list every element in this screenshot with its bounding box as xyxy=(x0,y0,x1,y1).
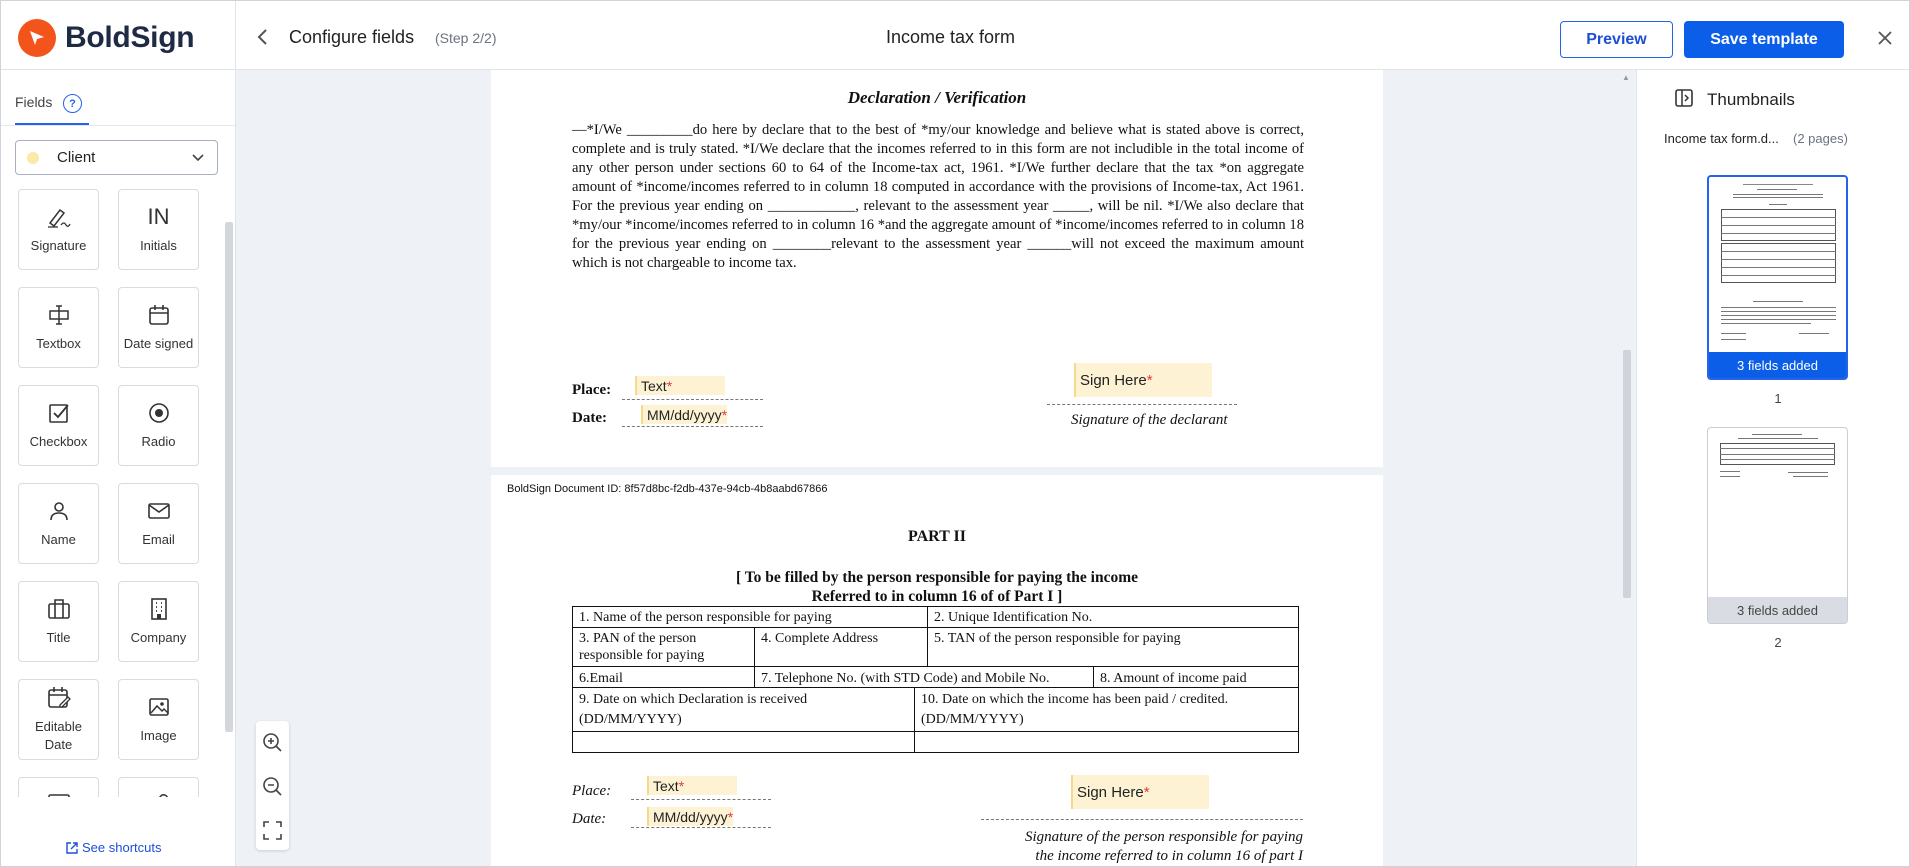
page-title: Configure fields xyxy=(289,27,415,47)
date-field[interactable]: MM/dd/yyyy * xyxy=(641,405,727,424)
place-label: Place: xyxy=(572,783,612,799)
mini-text xyxy=(1743,184,1813,185)
initials-icon: IN xyxy=(147,204,170,229)
place-line xyxy=(631,799,771,800)
zoom-out-icon[interactable] xyxy=(262,776,283,797)
mini-text xyxy=(1721,311,1836,312)
part-subtitle-line-1: [ To be filled by the person responsible for paying the income xyxy=(735,569,1139,586)
radio-icon xyxy=(148,402,170,424)
signature-caption-line-1: Signature of the person responsible for paying xyxy=(1024,829,1303,845)
mini-text xyxy=(1720,454,1835,455)
document-viewer[interactable] xyxy=(236,70,1636,867)
external-link-icon xyxy=(65,841,79,855)
table-cell: 6.Email xyxy=(579,671,623,686)
textbox-icon xyxy=(47,303,71,327)
signature-caption-line-2: the income referred to in column 16 of part I xyxy=(1035,848,1303,864)
building-icon xyxy=(149,597,169,621)
mini-text xyxy=(1720,471,1740,472)
date-label: Date: xyxy=(572,410,607,426)
field-label: Initials xyxy=(140,238,177,253)
field-label: Textbox xyxy=(36,336,81,351)
scroll-up-icon[interactable]: ▲ xyxy=(1622,73,1630,82)
mini-text xyxy=(1752,434,1802,435)
file-name: Income tax form.d... xyxy=(1664,131,1779,146)
boldsign-logo xyxy=(18,19,194,57)
field-textbox[interactable] xyxy=(18,287,99,368)
table-cell: 5. TAN of the person responsible for paying xyxy=(934,631,1181,646)
boldsign-logo-icon xyxy=(18,19,56,57)
sign-here-label: Sign Here xyxy=(1077,783,1144,801)
checkbox-icon xyxy=(48,402,70,424)
declaration-heading: Declaration / Verification xyxy=(847,88,1027,107)
field-label: Editable Date xyxy=(35,719,82,752)
thumbnails-panel xyxy=(1636,70,1910,867)
field-signature[interactable] xyxy=(18,189,99,270)
mini-text xyxy=(1720,448,1835,449)
zoom-in-icon[interactable] xyxy=(262,732,283,753)
calendar-icon xyxy=(148,304,170,326)
mini-text xyxy=(1721,333,1746,334)
table-cell: 3. PAN of the person responsible for paying xyxy=(579,631,705,663)
mini-text xyxy=(1721,275,1836,276)
mini-text xyxy=(1799,333,1829,334)
preview-button[interactable]: Preview xyxy=(1560,21,1673,58)
page-thumbnail-1[interactable] xyxy=(1707,175,1848,380)
field-attachment[interactable] xyxy=(118,777,199,797)
header-divider xyxy=(235,1,236,70)
mini-text xyxy=(1721,233,1836,234)
table-cell: 7. Telephone No. (with STD Code) and Mobile No. xyxy=(761,671,1050,686)
date-field-label: MM/dd/yyyy xyxy=(647,406,722,423)
mini-text xyxy=(1738,438,1818,439)
table-cell: 1. Name of the person responsible for paying xyxy=(579,610,832,625)
see-shortcuts-label: See shortcuts xyxy=(82,840,162,855)
place-label: Place: xyxy=(572,382,612,398)
page-number: 2 xyxy=(1774,635,1782,650)
field-label: Radio xyxy=(141,434,176,449)
mini-text xyxy=(1720,459,1835,460)
field-email[interactable] xyxy=(118,483,199,564)
tab-fields[interactable]: Fields xyxy=(15,94,53,110)
mini-text xyxy=(1769,204,1787,205)
document-page-2 xyxy=(491,475,1383,867)
recipient-select[interactable] xyxy=(15,140,218,175)
table-cell: 8. Amount of income paid xyxy=(1100,671,1247,686)
field-initials[interactable] xyxy=(118,189,199,270)
mini-text xyxy=(1721,339,1746,340)
text-field-label: Text xyxy=(653,777,679,794)
field-name[interactable] xyxy=(18,483,99,564)
table-cell: 9. Date on which Declaration is received (DD/MM/YYYY) xyxy=(579,692,808,727)
table-cell: 4. Complete Address xyxy=(761,631,879,646)
editable-date-icon xyxy=(47,686,71,710)
part-subtitle-line-2: Referred to in column 16 of of Part I ] xyxy=(811,588,1063,605)
document-id: BoldSign Document ID: 8f57d8bc-f2db-437e-94cb-4b8aabd67866 xyxy=(507,483,828,495)
field-label: Email xyxy=(142,532,175,547)
table-cell: 2. Unique Identification No. xyxy=(934,610,1093,625)
image-icon xyxy=(148,696,170,718)
mini-text xyxy=(1788,472,1828,473)
mini-text xyxy=(1733,194,1823,195)
recipient-color-dot xyxy=(27,152,39,164)
person-icon xyxy=(48,500,70,522)
page-number: 1 xyxy=(1774,391,1782,406)
chevron-down-icon xyxy=(191,153,205,163)
date-field[interactable]: MM/dd/yyyy * xyxy=(647,807,733,826)
card-icon xyxy=(47,792,71,797)
viewer-scrollbar[interactable] xyxy=(1623,350,1631,598)
mini-text xyxy=(1733,197,1823,198)
mail-icon xyxy=(147,501,171,521)
mini-text xyxy=(1721,323,1811,324)
zoom-controls xyxy=(256,721,289,850)
recipient-select-value: Client xyxy=(57,149,96,166)
cut-off-signature-text xyxy=(1131,70,1281,72)
fit-screen-icon[interactable] xyxy=(262,820,283,841)
mini-text xyxy=(1757,189,1797,190)
table-cell: 10. Date on which the income has been paid / credited. (DD/MM/YYYY) xyxy=(921,692,1229,727)
document-page-1 xyxy=(491,70,1383,467)
field-label: Image xyxy=(140,728,177,743)
mini-text xyxy=(1721,267,1836,268)
see-shortcuts-link[interactable] xyxy=(65,840,162,855)
mini-text xyxy=(1721,217,1836,218)
fields-added-badge: 3 fields added xyxy=(1708,597,1847,623)
mini-table xyxy=(1721,243,1836,283)
text-field[interactable]: Text * xyxy=(647,776,737,795)
table-border xyxy=(572,752,1299,753)
page-thumbnail-2[interactable] xyxy=(1707,427,1848,624)
text-field[interactable]: Text * xyxy=(635,376,725,395)
field-company[interactable] xyxy=(118,581,199,662)
panel-collapse-icon[interactable] xyxy=(1674,88,1694,113)
signature-caption: Signature of the declarant xyxy=(1071,412,1228,428)
mini-text xyxy=(1721,307,1836,308)
field-image[interactable] xyxy=(118,679,199,760)
field-label: Date signed xyxy=(123,336,194,351)
paperclip-icon xyxy=(148,792,170,797)
text-field-label: Text xyxy=(641,377,667,394)
field-label: Checkbox xyxy=(29,434,88,449)
field-date-signed[interactable] xyxy=(118,287,199,368)
mini-text xyxy=(1720,476,1740,477)
field-editable-date[interactable] xyxy=(18,679,99,760)
mini-text xyxy=(1753,301,1803,302)
fields-added-badge: 3 fields added xyxy=(1709,352,1846,378)
mini-text xyxy=(1721,319,1836,320)
table-border xyxy=(572,666,1299,667)
part-title: PART II xyxy=(908,528,966,545)
field-label: Company xyxy=(130,630,187,645)
back-arrow-icon[interactable] xyxy=(253,27,273,47)
date-field-label: MM/dd/yyyy xyxy=(653,808,728,825)
declaration-body: —*I/We _________do here by declare that to the best of *my/our knowledge and believe what is stated above is correct, complete and is truly stated. *I/We declare that the incomes referred to in this form are not includible in the total income of any other person under sections 60 to 64 of the Income-tax act, 1961. *I/We further declare that the tax *on aggregate amount of *income/incomes referred to in column 18 computed in accordance with the provisions of Income-tax, Act 1961. For the previous year ending on ____________, relevant to the assessment year _____, will be nil. *I/We also declare that *my/our *income/incomes referred to in column 16 *and the aggregate amount of *income/incomes referred to in column 18 for the previous year ending on ________relevant to the assessment year ______will not exceed the maximum amount which is not chargeable to income tax. xyxy=(572,122,1304,271)
field-label-box[interactable] xyxy=(18,777,99,797)
mini-text xyxy=(1721,315,1836,316)
thumbnails-title: Thumbnails xyxy=(1707,90,1795,109)
document-title: Income tax form xyxy=(886,27,1016,47)
field-label: Name xyxy=(41,532,76,547)
field-radio[interactable] xyxy=(118,385,199,466)
date-line xyxy=(631,827,771,828)
save-template-button[interactable]: Save template xyxy=(1684,21,1844,58)
mini-text xyxy=(1793,476,1828,477)
signature-caption xyxy=(891,828,1303,866)
help-icon[interactable]: ? xyxy=(63,94,82,113)
date-label: Date: xyxy=(572,811,607,827)
sign-here-field[interactable]: Sign Here * xyxy=(1071,775,1209,809)
brand-name: BoldSign xyxy=(65,21,195,54)
field-title[interactable] xyxy=(18,581,99,662)
part-subtitle xyxy=(491,568,1383,606)
tab-divider xyxy=(1,125,235,126)
field-checkbox[interactable] xyxy=(18,385,99,466)
field-palette xyxy=(1,189,223,797)
field-label: Signature xyxy=(30,238,87,253)
mini-text xyxy=(1721,225,1836,226)
top-header xyxy=(1,1,1910,70)
close-icon[interactable] xyxy=(1876,29,1894,47)
fields-sidebar xyxy=(1,70,236,867)
mini-text xyxy=(1721,251,1836,252)
date-line xyxy=(622,426,763,427)
sign-here-label: Sign Here xyxy=(1080,371,1147,389)
signature-icon xyxy=(46,205,72,229)
sign-here-field[interactable]: Sign Here * xyxy=(1074,363,1212,397)
table-border xyxy=(1298,606,1299,752)
briefcase-icon xyxy=(47,598,71,620)
signature-line xyxy=(981,819,1303,820)
sidebar-scrollbar[interactable] xyxy=(225,222,233,732)
step-indicator: (Step 2/2) xyxy=(435,30,497,46)
field-label: Title xyxy=(46,630,71,645)
page-count: (2 pages) xyxy=(1793,131,1848,146)
place-line xyxy=(622,399,763,400)
mini-text xyxy=(1721,259,1836,260)
signature-line xyxy=(1047,404,1237,405)
